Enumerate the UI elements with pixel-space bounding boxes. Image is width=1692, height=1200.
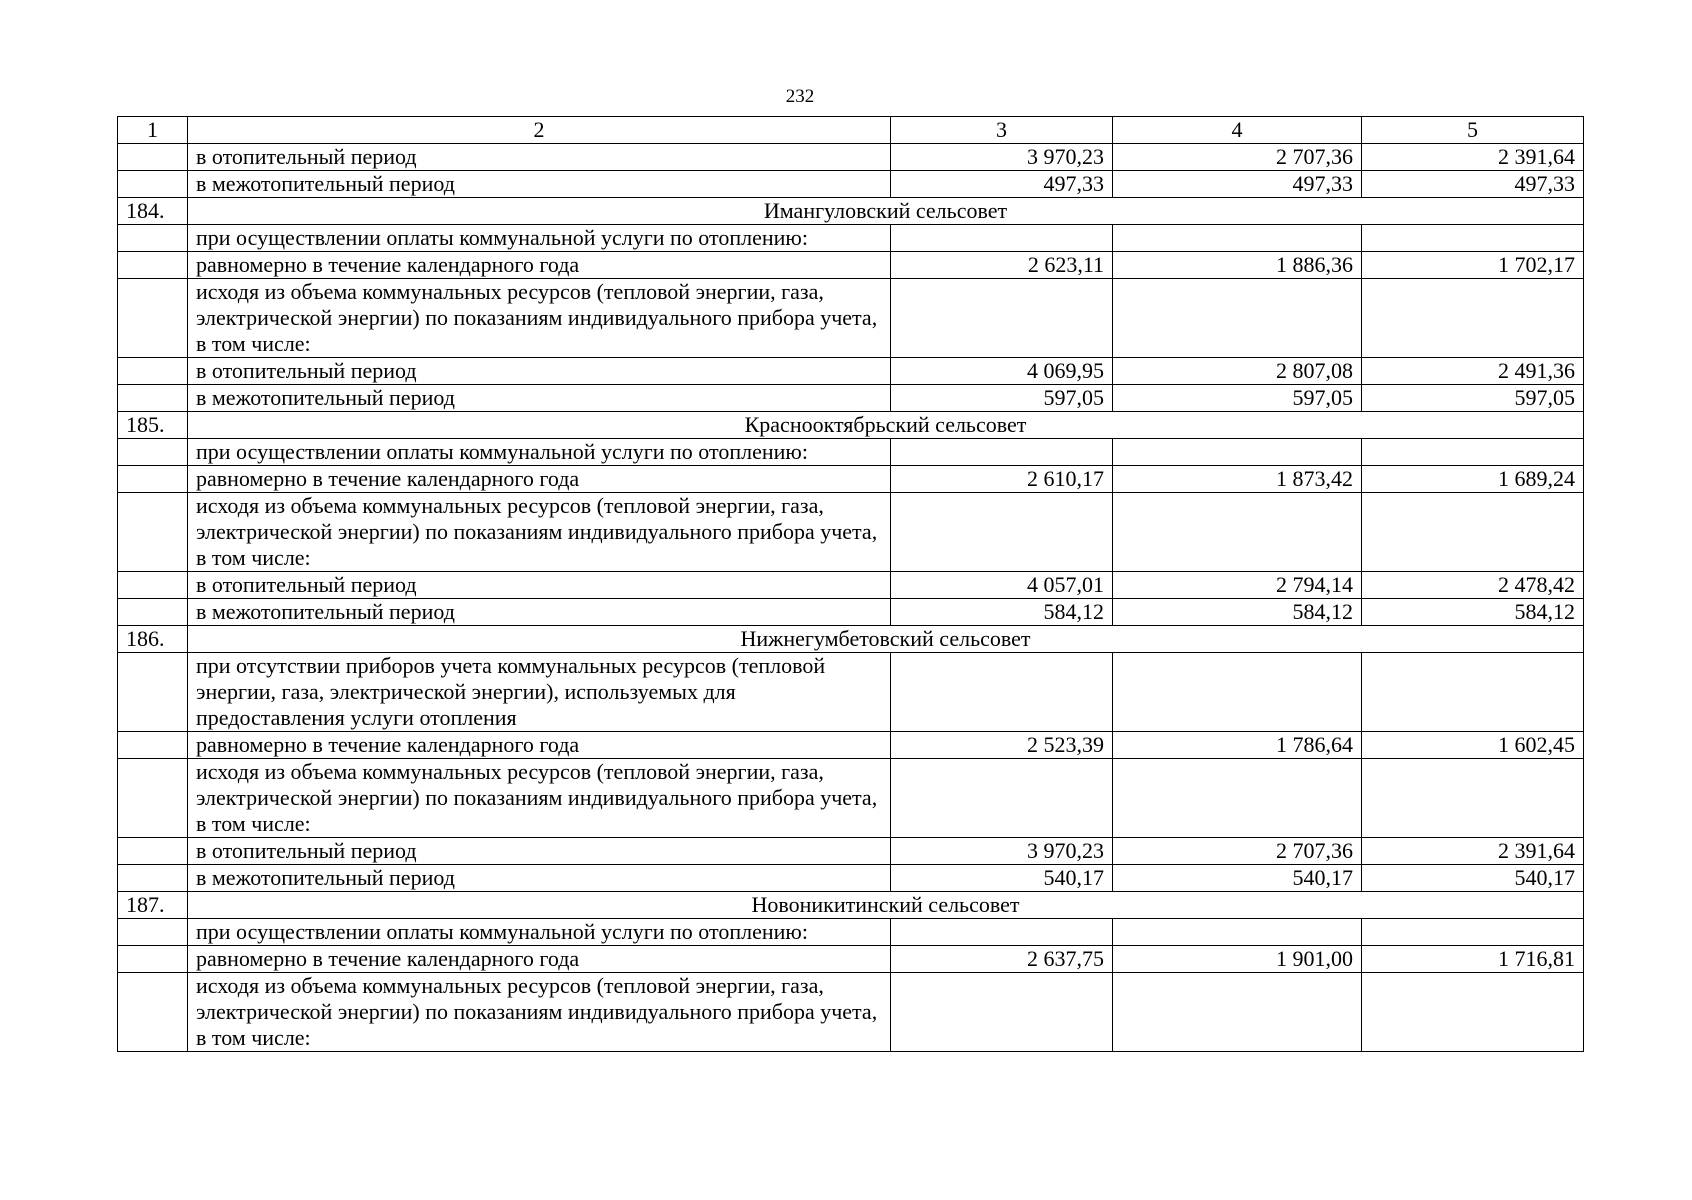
- value-col-3: 4 069,95: [891, 358, 1113, 385]
- row-number: [118, 466, 188, 493]
- row-description: равномерно в течение календарного года: [188, 732, 891, 759]
- value-col-4: 2 707,36: [1113, 144, 1362, 171]
- row-description: в отопительный период: [188, 572, 891, 599]
- value-col-5: [1362, 225, 1584, 252]
- row-description: при осуществлении оплаты коммунальной услуги по отоплению:: [188, 439, 891, 466]
- row-number: 184.: [118, 198, 188, 225]
- section-row: [118, 198, 1584, 225]
- row-description: при осуществлении оплаты коммунальной услуги по отоплению:: [188, 225, 891, 252]
- table-row: [118, 759, 1584, 838]
- table-row: [118, 466, 1584, 493]
- tariff-table: [117, 116, 1584, 1052]
- section-row: [118, 626, 1584, 653]
- value-col-4: 2 794,14: [1113, 572, 1362, 599]
- row-number: [118, 653, 188, 732]
- section-title: Имангуловский сельсовет: [188, 198, 1584, 225]
- value-col-3: [891, 973, 1113, 1052]
- row-description: при осуществлении оплаты коммунальной услуги по отоплению:: [188, 919, 891, 946]
- column-number-2: 2: [188, 117, 891, 144]
- row-number: [118, 919, 188, 946]
- row-number: [118, 144, 188, 171]
- value-col-3: 584,12: [891, 599, 1113, 626]
- table-row: [118, 439, 1584, 466]
- row-number: [118, 865, 188, 892]
- value-col-5: [1362, 919, 1584, 946]
- section-row: [118, 892, 1584, 919]
- row-description: равномерно в течение календарного года: [188, 946, 891, 973]
- row-number: [118, 358, 188, 385]
- row-number: [118, 439, 188, 466]
- row-description: в межотопительный период: [188, 171, 891, 198]
- value-col-3: [891, 493, 1113, 572]
- section-title: Нижнегумбетовский сельсовет: [188, 626, 1584, 653]
- row-description: исходя из объема коммунальных ресурсов (тепловой энергии, газа, электрической энергии) по показаниям индивидуального прибора учета, в том числе:: [188, 973, 891, 1052]
- column-number-row: [118, 117, 1584, 144]
- value-col-3: [891, 759, 1113, 838]
- table-row: [118, 385, 1584, 412]
- value-col-4: [1113, 973, 1362, 1052]
- row-number: [118, 946, 188, 973]
- value-col-3: [891, 653, 1113, 732]
- table-row: [118, 946, 1584, 973]
- value-col-4: 2 807,08: [1113, 358, 1362, 385]
- value-col-3: [891, 225, 1113, 252]
- row-number: [118, 171, 188, 198]
- row-number: 186.: [118, 626, 188, 653]
- value-col-5: 1 602,45: [1362, 732, 1584, 759]
- table-row: [118, 252, 1584, 279]
- row-number: [118, 838, 188, 865]
- table-row: [118, 865, 1584, 892]
- row-description: исходя из объема коммунальных ресурсов (тепловой энергии, газа, электрической энергии) по показаниям индивидуального прибора учета, в том числе:: [188, 493, 891, 572]
- column-number-3: 3: [891, 117, 1113, 144]
- row-description: в межотопительный период: [188, 599, 891, 626]
- row-number: [118, 493, 188, 572]
- table-row: [118, 973, 1584, 1052]
- value-col-5: [1362, 759, 1584, 838]
- value-col-4: [1113, 225, 1362, 252]
- value-col-4: [1113, 493, 1362, 572]
- table-row: [118, 493, 1584, 572]
- value-col-3: 497,33: [891, 171, 1113, 198]
- table-row: [118, 144, 1584, 171]
- value-col-5: [1362, 279, 1584, 358]
- value-col-4: [1113, 439, 1362, 466]
- value-col-3: 597,05: [891, 385, 1113, 412]
- row-number: 185.: [118, 412, 188, 439]
- table-row: [118, 599, 1584, 626]
- value-col-5: [1362, 653, 1584, 732]
- value-col-5: 2 391,64: [1362, 144, 1584, 171]
- value-col-5: 597,05: [1362, 385, 1584, 412]
- value-col-4: [1113, 653, 1362, 732]
- value-col-3: 4 057,01: [891, 572, 1113, 599]
- table-row: [118, 171, 1584, 198]
- value-col-3: 3 970,23: [891, 838, 1113, 865]
- value-col-3: 2 610,17: [891, 466, 1113, 493]
- table-body: [118, 117, 1584, 1052]
- value-col-3: 540,17: [891, 865, 1113, 892]
- row-number: [118, 225, 188, 252]
- row-number: [118, 279, 188, 358]
- value-col-3: 2 637,75: [891, 946, 1113, 973]
- value-col-4: 1 886,36: [1113, 252, 1362, 279]
- column-number-1: 1: [118, 117, 188, 144]
- row-number: [118, 759, 188, 838]
- row-number: [118, 732, 188, 759]
- table-row: [118, 732, 1584, 759]
- table-row: [118, 653, 1584, 732]
- value-col-4: 540,17: [1113, 865, 1362, 892]
- row-description: равномерно в течение календарного года: [188, 252, 891, 279]
- value-col-4: 2 707,36: [1113, 838, 1362, 865]
- row-description: равномерно в течение календарного года: [188, 466, 891, 493]
- row-number: [118, 599, 188, 626]
- table-row: [118, 358, 1584, 385]
- value-col-5: 540,17: [1362, 865, 1584, 892]
- section-title: Краснооктябрьский сельсовет: [188, 412, 1584, 439]
- page-number: 232: [785, 86, 815, 107]
- row-number: [118, 572, 188, 599]
- value-col-3: 3 970,23: [891, 144, 1113, 171]
- row-number: 187.: [118, 892, 188, 919]
- value-col-5: 1 689,24: [1362, 466, 1584, 493]
- value-col-3: [891, 919, 1113, 946]
- value-col-5: 497,33: [1362, 171, 1584, 198]
- value-col-3: 2 623,11: [891, 252, 1113, 279]
- value-col-5: [1362, 973, 1584, 1052]
- row-description: в отопительный период: [188, 838, 891, 865]
- row-description: при отсутствии приборов учета коммунальных ресурсов (тепловой энергии, газа, электрической энергии), используемых для предоставления услуги отопления: [188, 653, 891, 732]
- value-col-5: 584,12: [1362, 599, 1584, 626]
- value-col-4: 584,12: [1113, 599, 1362, 626]
- value-col-5: 2 478,42: [1362, 572, 1584, 599]
- row-description: в отопительный период: [188, 358, 891, 385]
- table-row: [118, 225, 1584, 252]
- value-col-4: 1 786,64: [1113, 732, 1362, 759]
- column-number-4: 4: [1113, 117, 1362, 144]
- value-col-5: 1 702,17: [1362, 252, 1584, 279]
- section-row: [118, 412, 1584, 439]
- value-col-4: [1113, 919, 1362, 946]
- row-description: исходя из объема коммунальных ресурсов (тепловой энергии, газа, электрической энергии) по показаниям индивидуального прибора учета, в том числе:: [188, 759, 891, 838]
- value-col-5: [1362, 439, 1584, 466]
- value-col-4: [1113, 759, 1362, 838]
- row-description: исходя из объема коммунальных ресурсов (тепловой энергии, газа, электрической энергии) по показаниям индивидуального прибора учета, в том числе:: [188, 279, 891, 358]
- table-row: [118, 572, 1584, 599]
- value-col-5: 1 716,81: [1362, 946, 1584, 973]
- value-col-3: [891, 279, 1113, 358]
- value-col-5: 2 391,64: [1362, 838, 1584, 865]
- row-number: [118, 385, 188, 412]
- section-title: Новоникитинский сельсовет: [188, 892, 1584, 919]
- table-row: [118, 838, 1584, 865]
- table-row: [118, 919, 1584, 946]
- value-col-5: [1362, 493, 1584, 572]
- value-col-4: 1 873,42: [1113, 466, 1362, 493]
- column-number-5: 5: [1362, 117, 1584, 144]
- value-col-4: [1113, 279, 1362, 358]
- value-col-4: 1 901,00: [1113, 946, 1362, 973]
- value-col-5: 2 491,36: [1362, 358, 1584, 385]
- value-col-4: 597,05: [1113, 385, 1362, 412]
- value-col-3: 2 523,39: [891, 732, 1113, 759]
- value-col-3: [891, 439, 1113, 466]
- row-description: в межотопительный период: [188, 865, 891, 892]
- row-description: в межотопительный период: [188, 385, 891, 412]
- value-col-4: 497,33: [1113, 171, 1362, 198]
- row-number: [118, 252, 188, 279]
- row-number: [118, 973, 188, 1052]
- row-description: в отопительный период: [188, 144, 891, 171]
- table-row: [118, 279, 1584, 358]
